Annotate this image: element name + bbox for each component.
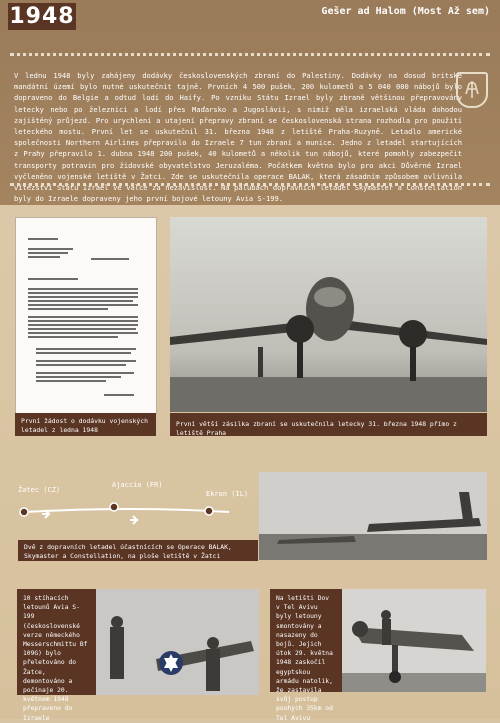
caption-route: Dvě z dopravních letadel účastnících se Operace BALAK, Skymaster a Constellation, na ploše letiště v Žatci [18, 540, 258, 561]
panel-title: Gešer ad Halom (Most Až sem) [321, 6, 490, 17]
photo-avia-fighter [96, 589, 259, 695]
map-city-ekron: Ekron (IL) [206, 490, 249, 498]
dotted-divider-top [10, 53, 490, 56]
caption-avia: 10 stíhacích letounů Avia S-199 (československé verze německého Messerschmittu Bf 109G) bylo přeletováno do Žatce, demontováno a počínaje 20. květnem 1948 přepraveno do Izraele [17, 589, 96, 695]
document-scan [15, 217, 157, 414]
caption-dov: Na letišti Dov v Tel Avivu byly letouny smontovány a nasazeny do bojů. Jejich útok 29. května 1948 zaskočil egyptskou armádu natolik, že zastavila svůj postup pouhých 35km od Tel Avivu [270, 589, 342, 692]
map-city-ajaccio: Ajaccio (FR) [112, 481, 163, 489]
caption-document: První žádost o dodávku vojenských letadel z ledna 1948 [15, 413, 156, 436]
photo-airfield-transports [259, 472, 487, 560]
year-badge: 1948 [9, 4, 75, 29]
intro-paragraph: V lednu 1948 byly zahájeny dodávky československých zbraní do Palestiny. Dodávky na dosud britské mandátní území bylo nutné uskutečnit tajně. Prvních 4 500 pušek, 200 kulometů a 5 040 000 nábojů bylo dopraveno do Belgie a odtud lodí do Haify. Po vzniku Státu Izrael byly zbraně většinou přepravovány letecky nebo po železnici a lodí přes Maďarsko a Jugoslávii, s nimiž měla izraelská vláda dohodou zajištěný průjezd. Pro urychlení a utajení přepravy zbraní se československá strana rozhodla pro použití leteckého mostu. První let se uskutečnil 31. března 1948 z letiště Praha-Ruzyně. Letadlo americké společnosti Northern Airlines přepravilo do Izraele 7 tun zbraní a munice. Jedno z letadel startujících z Prahy přepravilo 1. dubna 1948 200 pušek, 40 kulometů a několik tun nábojů, které pomohly zabezpečit transporty potravin pro židovské obyvatelstvo Jeruzaléma. Počátkem května bylo pro akci Důvěrné Izrael vyčleněno vojenské letiště v Žatci. Zde se uskutečnila operace BALAK, která zásadním způsobem ovlivnila vítězství Státu Izrael ve válce za nezávislost. Na palubách dopravních letadel Skymaster a Constellation byly do Izraele dopraveny jeho první bojové letouny Avia S-199. [14, 71, 462, 204]
emblem-icon [456, 72, 488, 108]
caption-plane: První větší zásilka zbraní se uskutečnila letecky 31. března 1948 přímo z letiště Praha [170, 413, 487, 436]
dotted-divider-bottom [10, 183, 490, 186]
photo-fighter-dov [342, 589, 486, 692]
map-city-zatec: Žatec (CZ) [18, 486, 61, 494]
photo-transport-plane [170, 217, 487, 412]
